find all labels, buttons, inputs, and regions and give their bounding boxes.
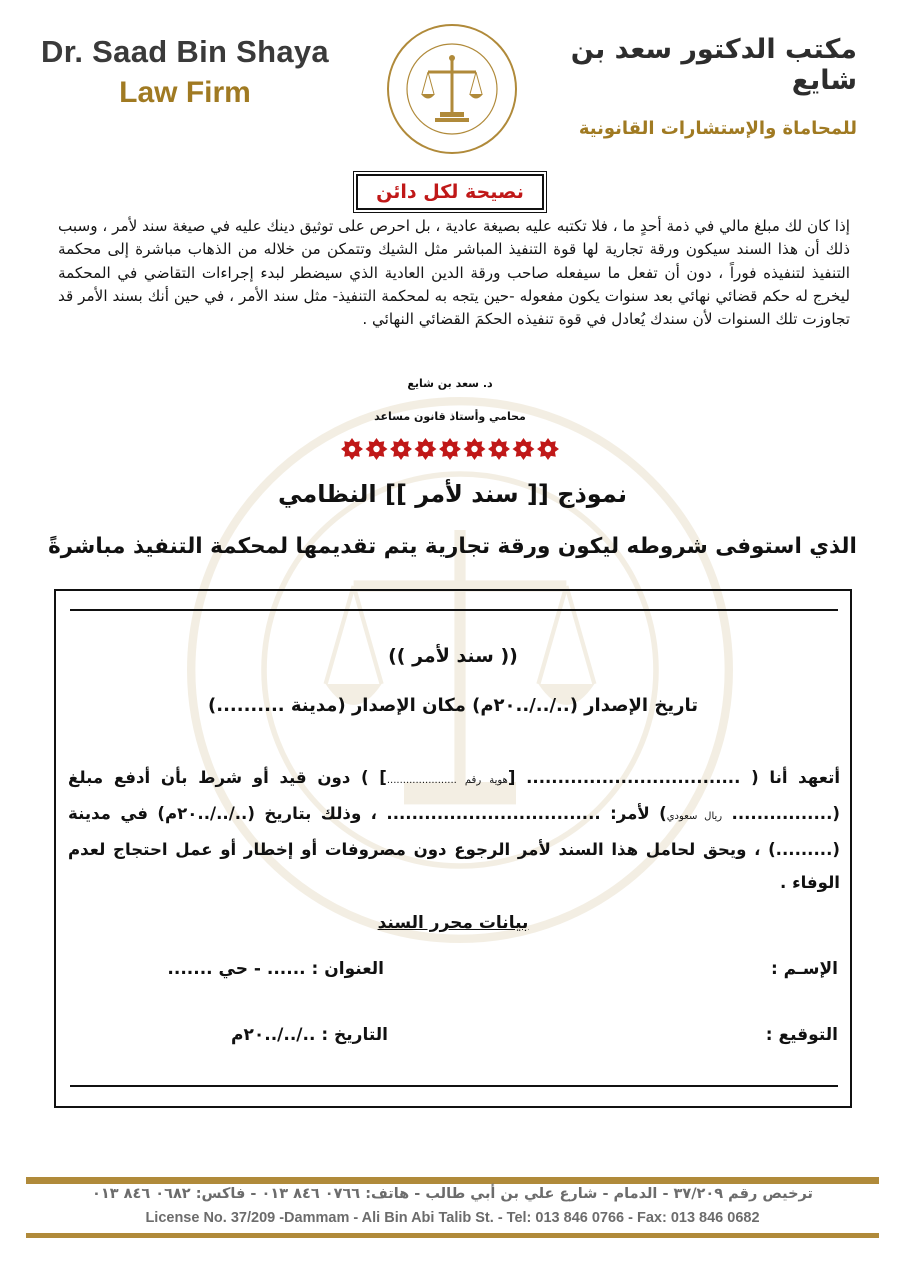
firm-name-english <box>40 34 330 110</box>
seal-logo-icon <box>385 22 519 156</box>
note-title: (( سند لأمر )) <box>388 645 518 667</box>
top-rule <box>70 609 838 611</box>
firm-type-ar: للمحاماة والإستشارات القانونية <box>578 118 857 139</box>
pledge-part-2: ] ) دون قيد أو شرط بأن أدفع مبلغ (................ <box>68 768 840 823</box>
promissory-note-box <box>54 589 852 1108</box>
star-center-dot <box>447 446 453 452</box>
pledge-id-label: هوية رقم ...................... <box>386 775 508 786</box>
star-center-dot <box>398 446 404 452</box>
date-label: التاريخ : ../../..٢٠م <box>231 1025 388 1045</box>
advice-signature-name: د. سعد بن شايع <box>407 377 493 390</box>
star-center-dot <box>471 446 477 452</box>
star-divider-icon <box>340 432 565 466</box>
footer-top-bar <box>26 1177 879 1184</box>
firm-name-ar: مكتب الدكتور سعد بن شايع <box>570 34 857 96</box>
firm-name-arabic <box>537 34 857 139</box>
pledge-currency: ريال سعودي <box>666 811 723 822</box>
name-label: الإسـم : <box>770 959 838 979</box>
star-center-dot <box>422 446 428 452</box>
issue-date-place: تاريخ الإصدار (../../..٢٠م) مكان الإصدار (مدينة ..........) <box>208 695 698 716</box>
advice-title: نصيحة لكل دائن <box>356 174 544 210</box>
form-title: نموذج [[ سند لأمر ]] النظامي <box>278 480 627 508</box>
advice-signature-title: محامي وأستاذ قانون مساعد <box>374 410 526 423</box>
footer-bottom-bar <box>26 1233 879 1238</box>
star-center-dot <box>349 446 355 452</box>
signature-label: التوقيع : <box>765 1025 838 1045</box>
footer-arabic-contact: ترخيص رقم ٣٧/٢٠٩ - الدمام - شارع علي بن أبي طالب - هاتف: ٠٧٦٦ ٨٤٦ ٠١٣ - فاكس: ٠٦٨٢ ٨٤٦ ٠١٣ <box>92 1186 813 1202</box>
advice-body: إذا كان لك مبلغ مالي في ذمة أحدٍ ما ، فلا تكتبه عليه بصيغة عادية ، بل احرص على توثيق دينك عليه في صيغة سند لأمر ، وسبب ذلك أن هذا السند سيكون ورقة تجارية لها قوة التنفيذ المباشر مثل الشيك وتتمكن من خلاله من الذهاب مباشرة إلى محكمة التنفيذ لتنفيذه فوراً ، دون أن تفعل ما سيفعله صاحب ورقة الدين العادية الذي سيضطر لبدء إجراءات التقاضي في المحكمة ليخرج له حكم قضائي نهائي بعد سنوات يكون مفعوله -حين يتجه به لمحكمة التنفيذ- مثل سند الأمر ، في حين أنك بسند الأمر قد تجاوزت تلك السنوات لأن سندك يُعادل في قوة تنفيذه الحكمَ القضائي النهائي . <box>58 217 850 329</box>
bottom-rule <box>70 1085 838 1087</box>
star-center-dot <box>520 446 526 452</box>
star-center-dot <box>496 446 502 452</box>
issuer-details-heading: بيانات محرر السند <box>377 913 529 933</box>
pledge-part-1: أتعهد أنا ( .................................. [ <box>507 768 841 787</box>
star-center-dot <box>373 446 379 452</box>
footer-english-contact: License No. 37/209 -Dammam - Ali Bin Abi Talib St. - Tel: 013 846 0766 - Fax: 013 846 0682 <box>145 1210 760 1226</box>
pledge-text <box>68 761 840 899</box>
address-label: العنوان : ...... - حي ....... <box>167 959 384 979</box>
form-subtitle: الذي استوفى شروطه ليكون ورقة تجارية يتم تقديمها لمحكمة التنفيذ مباشرةً <box>48 534 857 559</box>
firm-type-en: Law Firm <box>119 76 251 109</box>
firm-name-en: Dr. Saad Bin Shaya <box>41 34 329 69</box>
letterhead <box>0 0 905 170</box>
pledge-part-3: ) لأمر: .................................. ، وذلك بتاريخ (../../..٢٠م) في مدينة (.........) ، ويحق لحامل هذا السند لأمر الرجوع دون مصروفات أو إخطار أو عمل احتجاج لعدم الوفاء . <box>68 804 840 892</box>
star-center-dot <box>545 446 551 452</box>
